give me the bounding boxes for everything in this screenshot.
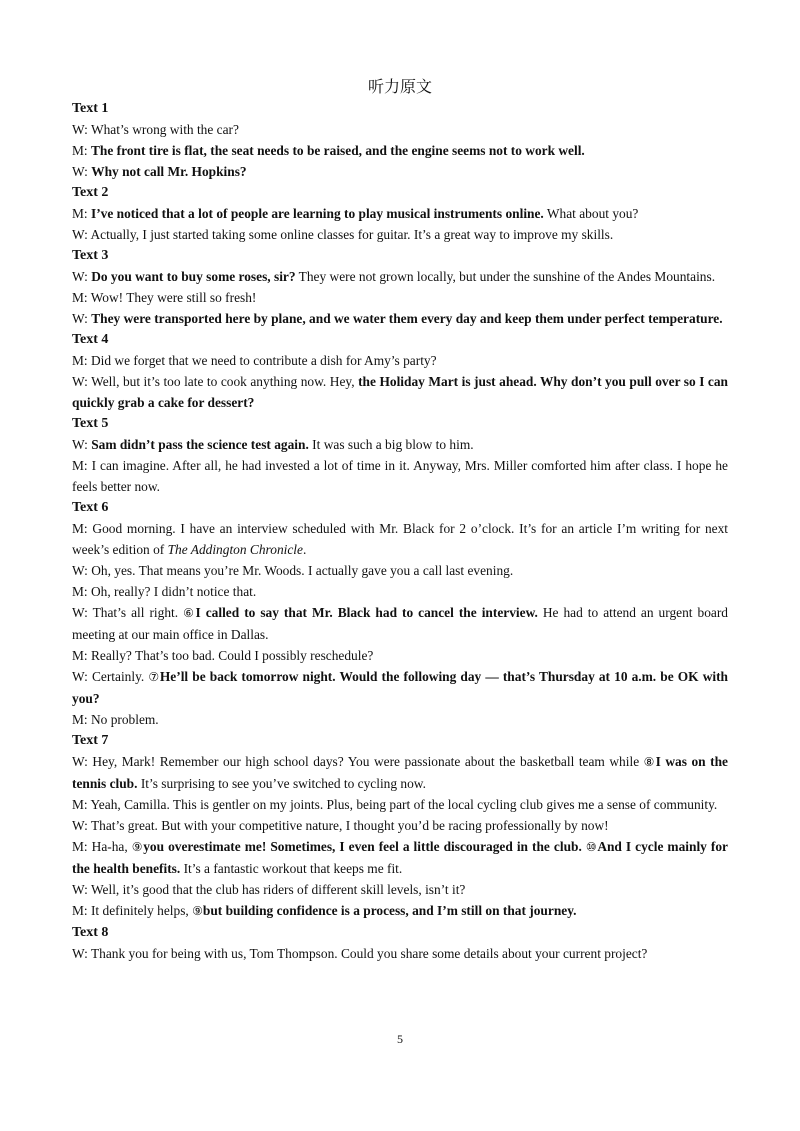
section-heading: Text 3	[72, 248, 109, 263]
dialogue-line	[72, 371, 728, 413]
dialogue-text: M: I can imagine. After all, he had invested a lot of time in it. Anyway, Mrs. Miller comforted him after class. I hope he feels better now.	[72, 458, 728, 494]
dialogue-text: He had to attend an urgent board meeting at our main office in Dallas.	[72, 605, 728, 642]
dialogue-text: W: Thank you for being with us, Tom Thompson. Could you share some details about your current project?	[72, 946, 648, 961]
dialogue-text: W:	[72, 311, 92, 326]
transcript-section	[72, 497, 728, 730]
dialogue-line	[72, 455, 728, 497]
dialogue-line	[72, 119, 728, 140]
section-heading: Text 1	[72, 101, 109, 116]
key-sentence: you overestimate me! Sometimes, I even feel a little discouraged in the club.	[143, 839, 582, 854]
transcript-section	[72, 413, 728, 497]
question-number: ⑩	[585, 840, 598, 854]
dialogue-text: It was such a big blow to him.	[308, 437, 474, 452]
dialogue-line	[72, 943, 728, 964]
dialogue-text: M:	[72, 206, 91, 221]
section-heading: Text 8	[72, 925, 109, 940]
dialogue-line	[72, 560, 728, 581]
dialogue-line	[72, 224, 728, 245]
dialogue-text: M: Wow! They were still so fresh!	[72, 290, 257, 305]
dialogue-line	[72, 794, 728, 815]
dialogue-line	[72, 581, 728, 602]
dialogue-text: W: That’s great. But with your competitive nature, I thought you’d be racing professionally by now!	[72, 818, 609, 833]
key-sentence: They were transported here by plane, and we water them every day and keep them under perfect temperature.	[91, 311, 723, 326]
dialogue-text: W: Oh, yes. That means you’re Mr. Woods. I actually gave you a call last evening.	[72, 563, 514, 578]
dialogue-line	[72, 161, 728, 182]
dialogue-text: W:	[72, 437, 92, 452]
transcript-body	[72, 98, 728, 964]
key-sentence: Sam didn’t pass the science test again.	[91, 437, 309, 452]
dialogue-text: M: Did we forget that we need to contribute a dish for Amy’s party?	[72, 353, 437, 368]
dialogue-text: M: It definitely helps,	[72, 903, 193, 918]
dialogue-text: W: Actually, I just started taking some online classes for guitar. It’s a great way to improve my skills.	[72, 227, 614, 242]
transcript-section	[72, 922, 728, 964]
dialogue-line	[72, 751, 728, 794]
dialogue-line	[72, 308, 728, 329]
dialogue-line	[72, 602, 728, 645]
key-sentence: I’ve noticed that a lot of people are learning to play musical instruments online.	[90, 206, 544, 221]
dialogue-text: M: Yeah, Camilla. This is gentler on my joints. Plus, being part of the local cycling club gives me a sense of community.	[72, 797, 718, 812]
transcript-section	[72, 730, 728, 922]
dialogue-line	[72, 518, 728, 560]
dialogue-line	[72, 266, 728, 287]
page-number: 5	[397, 1032, 403, 1046]
dialogue-text: It’s a fantastic workout that keeps me fit.	[180, 861, 403, 876]
dialogue-line	[72, 350, 728, 371]
dialogue-text: M: Ha-ha,	[72, 839, 132, 854]
dialogue-line	[72, 836, 728, 879]
question-number: ⑨	[192, 904, 203, 918]
key-sentence: but building confidence is a process, and I’m still on that journey.	[202, 903, 577, 918]
dialogue-line	[72, 879, 728, 900]
dialogue-text: W: Hey, Mark! Remember our high school days? You were passionate about the basketball team while	[72, 754, 644, 769]
dialogue-text: .	[302, 542, 307, 557]
dialogue-text: M:	[72, 143, 91, 158]
key-sentence: Do you want to buy some roses, sir?	[91, 269, 296, 284]
section-heading: Text 5	[72, 416, 109, 431]
dialogue-text: W: Well, but it’s too late to cook anything now. Hey,	[72, 374, 359, 389]
dialogue-text: It’s surprising to see you’ve switched to cycling now.	[137, 776, 426, 791]
dialogue-text: M: Good morning. I have an interview scheduled with Mr. Black for 2 o’clock. It’s for an article I’m writing for next week’s edition of	[72, 521, 728, 557]
key-sentence: I was on the tennis club.	[72, 754, 729, 791]
section-heading: Text 2	[72, 185, 109, 200]
dialogue-line	[72, 140, 728, 161]
dialogue-line	[72, 666, 728, 709]
dialogue-line	[72, 900, 728, 922]
publication-title: The Addington Chronicle	[167, 542, 303, 557]
dialogue-text: They were not grown locally, but under the sunshine of the Andes Mountains.	[295, 269, 716, 284]
question-number: ⑥	[183, 606, 196, 620]
dialogue-line	[72, 203, 728, 224]
key-sentence: Why not call Mr. Hopkins?	[91, 164, 247, 179]
dialogue-line	[72, 434, 728, 455]
dialogue-line	[72, 815, 728, 836]
key-sentence: The front tire is flat, the seat needs to be raised, and the engine seems not to work well.	[90, 143, 585, 158]
transcript-section	[72, 245, 728, 329]
key-sentence: And I cycle mainly for the health benefits.	[72, 839, 728, 876]
dialogue-text: W: Certainly.	[72, 669, 149, 684]
key-sentence: I called to say that Mr. Black had to cancel the interview.	[195, 605, 538, 620]
question-number: ⑨	[131, 840, 144, 854]
dialogue-text: M: Oh, really? I didn’t notice that.	[72, 584, 257, 599]
dialogue-text: W:	[72, 269, 92, 284]
dialogue-text: M: Really? That’s too bad. Could I possibly reschedule?	[72, 648, 374, 663]
dialogue-text: W: Well, it’s good that the club has riders of different skill levels, isn’t it?	[72, 882, 466, 897]
transcript-section	[72, 98, 728, 182]
dialogue-text: W: That’s all right.	[72, 605, 184, 620]
dialogue-text: M: No problem.	[72, 712, 159, 727]
page-title: 听力原文	[367, 77, 432, 96]
dialogue-line	[72, 287, 728, 308]
transcript-section	[72, 329, 728, 413]
dialogue-text: What about you?	[543, 206, 639, 221]
section-heading: Text 6	[72, 500, 109, 515]
key-sentence: He’ll be back tomorrow night. Would the following day — that’s Thursday at 10 a.m. be OK with you?	[72, 669, 728, 706]
key-sentence: the Holiday Mart is just ahead. Why don’t you pull over so I can quickly grab a cake for dessert?	[72, 374, 729, 410]
dialogue-text: W:	[72, 164, 92, 179]
question-number: ⑦	[148, 670, 160, 684]
section-heading: Text 7	[72, 733, 109, 748]
transcript-section	[72, 182, 728, 245]
question-number: ⑧	[643, 755, 656, 769]
dialogue-text: W: What’s wrong with the car?	[72, 122, 239, 137]
dialogue-line	[72, 709, 728, 730]
dialogue-line	[72, 645, 728, 666]
section-heading: Text 4	[72, 332, 109, 347]
